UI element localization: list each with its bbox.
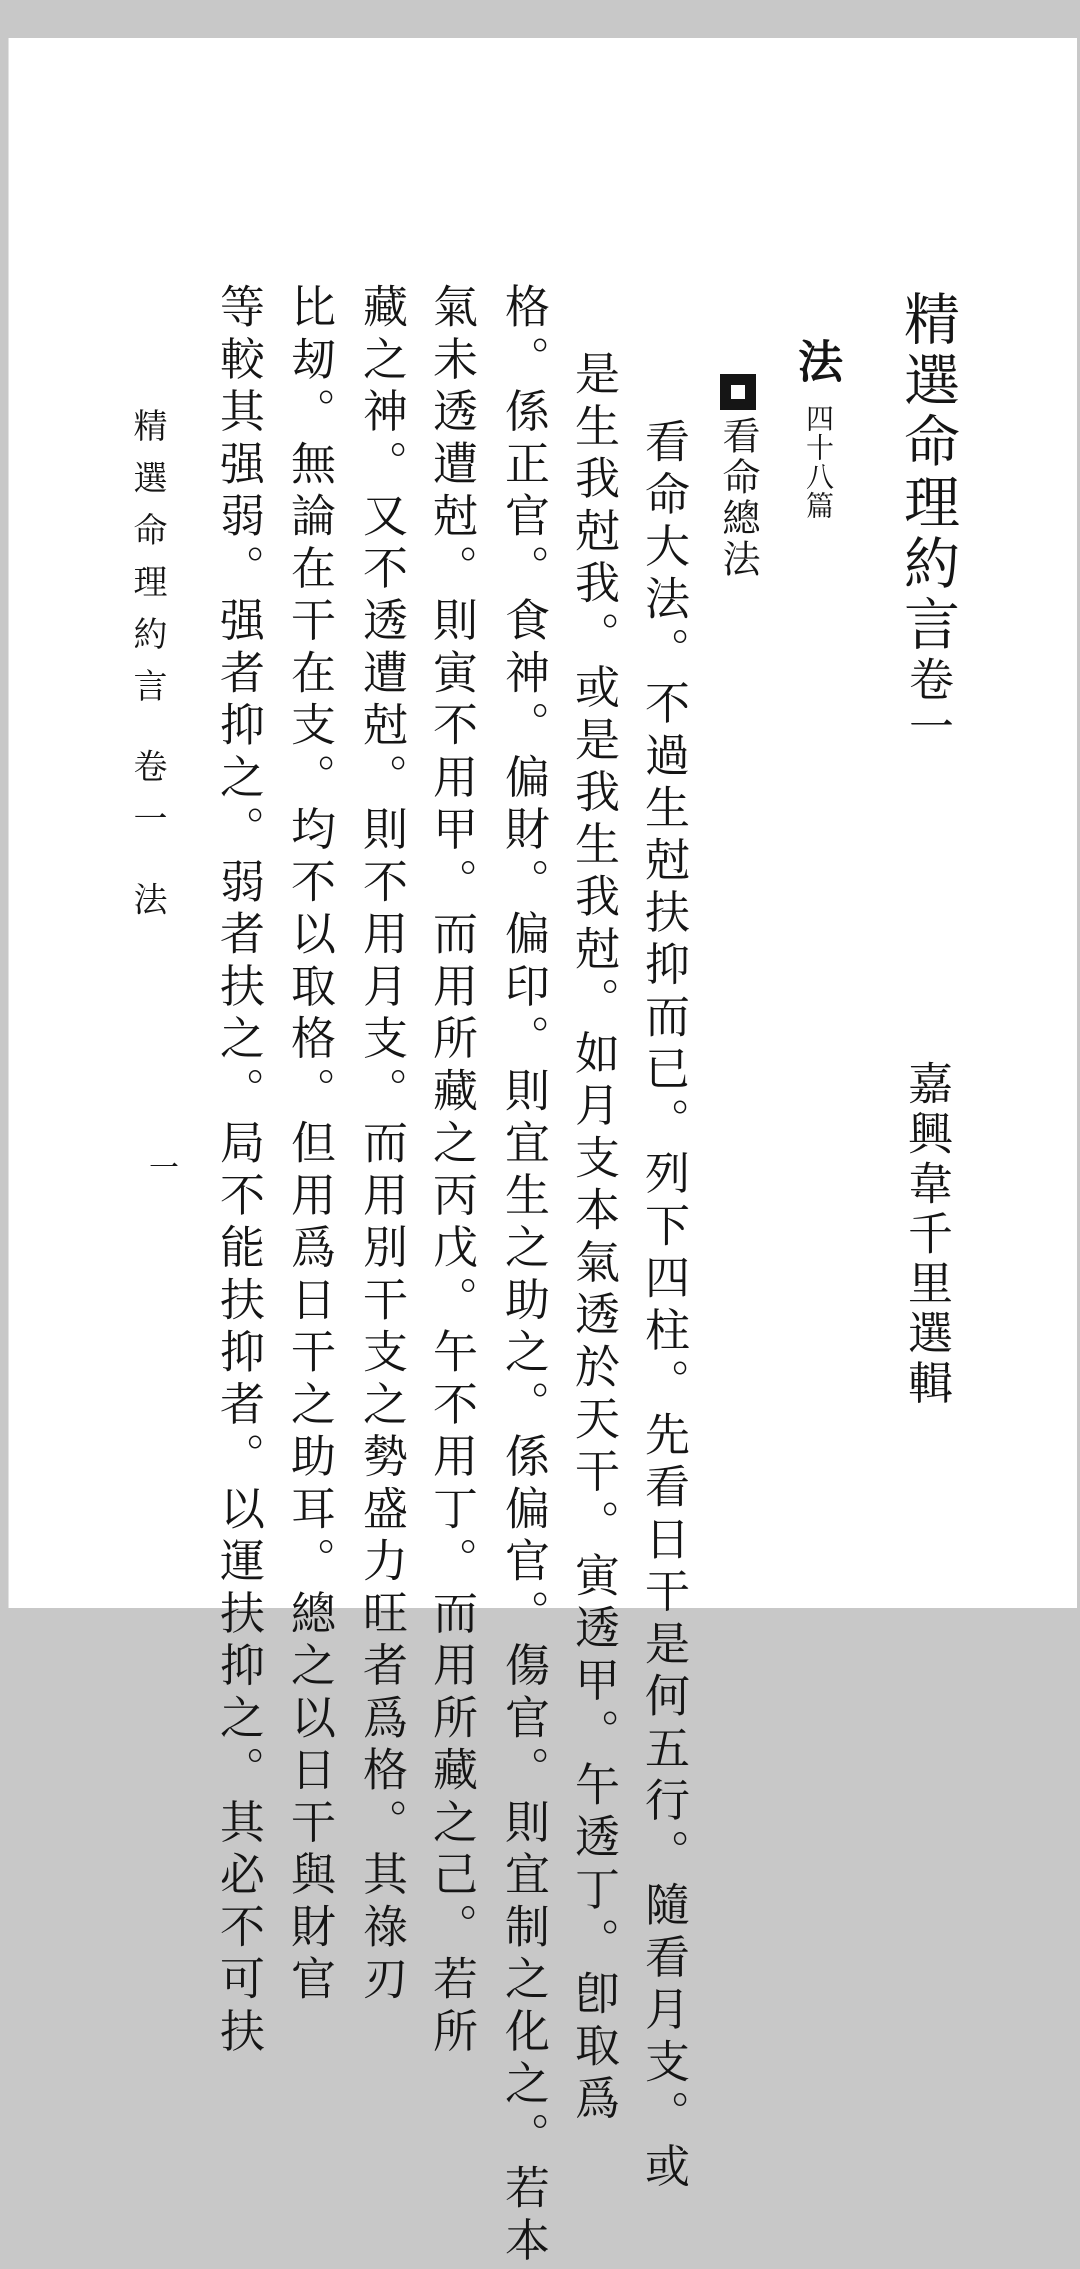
volume-label: 卷一 bbox=[901, 656, 954, 750]
body-column-1: 看命大法。不過生尅扶抑而已。列下四柱。先看日干是何五行。隨看月支。或 bbox=[637, 418, 690, 2195]
body-column-4: 氣未透遭尅。則寅不用甲。而用所藏之丙戊。午不用丁。而用所藏之己。若所 bbox=[425, 283, 478, 2060]
book-title bbox=[895, 290, 960, 750]
page-number: 一 bbox=[149, 1151, 179, 1186]
body-column-5: 藏之神。又不透遭尅。則不用月支。而用別干支之勢盛力旺者爲格。其祿刃 bbox=[355, 283, 408, 2008]
body-column-3: 格。係正官。食神。偏財。偏印。則宜生之助之。係偏官。傷官。則宜制之化之。若本 bbox=[497, 283, 550, 2269]
square-bullet-icon bbox=[720, 374, 756, 410]
book-title-text: 精選命理約言 bbox=[895, 290, 960, 656]
running-footer: 精選命理約言 卷一 法 bbox=[127, 408, 167, 934]
section-heading bbox=[718, 374, 758, 580]
chapter-title: 法 bbox=[790, 338, 843, 388]
body-column-6: 比刼。無論在干在支。均不以取格。但用爲日干之助耳。總之以日干與財官 bbox=[283, 283, 336, 2008]
section-heading-text: 看命總法 bbox=[716, 416, 760, 580]
body-column-7: 等較其强弱。强者抑之。弱者扶之。局不能扶抑者。以運扶抑之。其必不可扶 bbox=[212, 283, 265, 2060]
author-line: 嘉興韋千里選輯 bbox=[900, 1060, 953, 1410]
body-column-2: 是生我尅我。或是我生我尅。如月支本氣透於天干。寅透甲。午透丁。卽取爲 bbox=[567, 350, 620, 2127]
chapter-count: 四十八篇 bbox=[802, 404, 835, 520]
book-page bbox=[8, 38, 1077, 2269]
